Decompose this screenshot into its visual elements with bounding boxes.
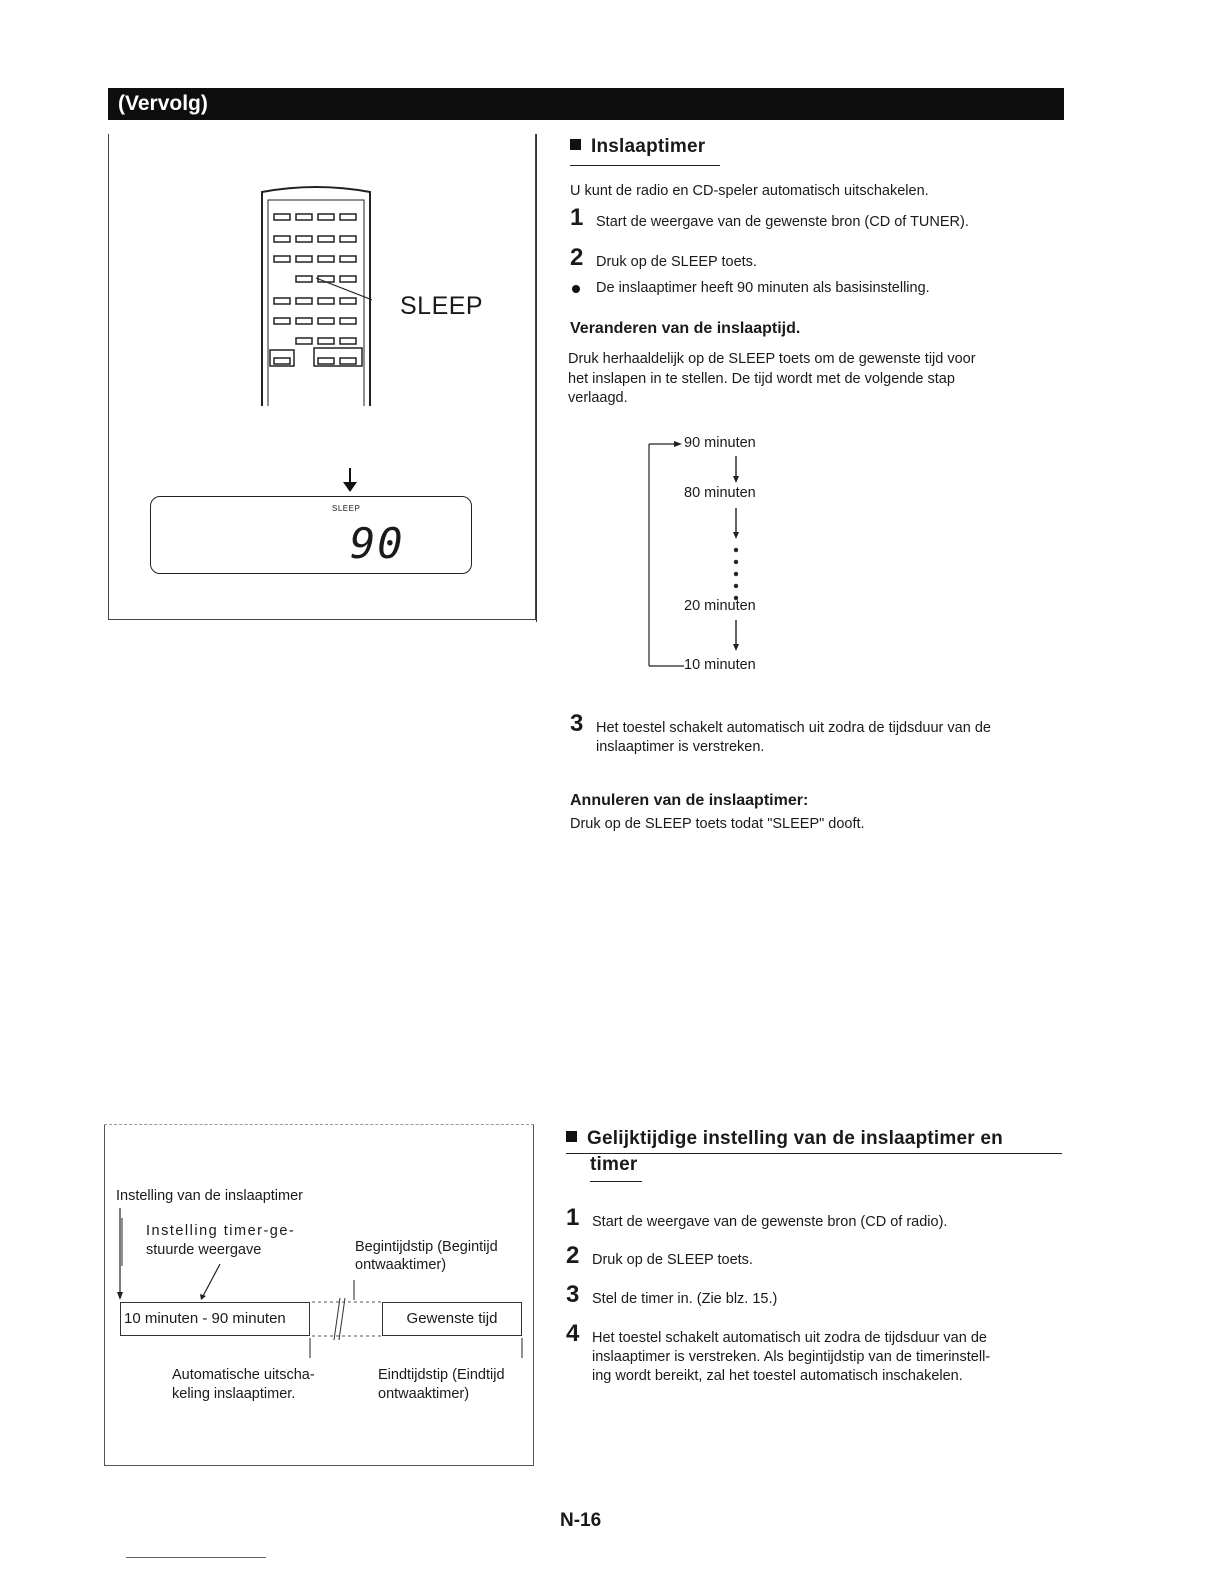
flow-step-label: 20 minuten bbox=[684, 598, 756, 614]
bullet-text: De inslaaptimer heeft 90 minuten als basisinstelling. bbox=[596, 280, 930, 296]
step-number: 4 bbox=[566, 1320, 580, 1347]
page-number: N-16 bbox=[560, 1510, 602, 1531]
down-arrow-icon bbox=[340, 468, 360, 494]
step-text: Druk op de SLEEP toets. bbox=[592, 1252, 753, 1268]
diagram-top-border bbox=[104, 1124, 534, 1125]
flow-step-label: 80 minuten bbox=[684, 485, 756, 501]
flow-step-label: 10 minuten bbox=[684, 657, 756, 673]
step-text: Start de weergave van de gewenste bron (CD of TUNER). bbox=[596, 214, 969, 230]
section-title-text: Gelijktijdige instelling van de inslaaptimer en bbox=[587, 1128, 1003, 1149]
change-text-line: Druk herhaaldelijk op de SLEEP toets om de gewenste tijd voor bbox=[568, 351, 976, 367]
change-text-line: verlaagd. bbox=[568, 390, 628, 406]
step-number: 1 bbox=[570, 204, 584, 231]
step-text: Start de weergave van de gewenste bron (CD of radio). bbox=[592, 1214, 948, 1230]
label-timer-setting: stuurde weergave bbox=[146, 1242, 262, 1258]
remote-control-illustration bbox=[260, 184, 372, 406]
sleep-button-callout: SLEEP bbox=[400, 292, 484, 320]
subheading-change-time: Veranderen van de inslaaptijd. bbox=[570, 320, 801, 337]
section-title-simultaneous bbox=[566, 1128, 1003, 1150]
lcd-display bbox=[150, 496, 472, 574]
column-divider bbox=[536, 134, 537, 622]
header-bar bbox=[108, 88, 1064, 120]
label-auto-off: Automatische uitscha- bbox=[172, 1367, 315, 1383]
bullet-square-icon bbox=[566, 1131, 577, 1142]
lcd-digits: 90 bbox=[350, 519, 405, 568]
flow-step-label: 90 minuten bbox=[684, 435, 756, 451]
wanted-time-box: Gewenste tijd bbox=[382, 1302, 522, 1336]
timer-diagram-lines bbox=[104, 1200, 534, 1370]
intro-text: U kunt de radio en CD-speler automatisch uitschakelen. bbox=[570, 183, 929, 199]
label-end-time: ontwaaktimer) bbox=[378, 1386, 470, 1402]
page-header-title: (Vervolg) bbox=[118, 92, 208, 115]
section-title-inslaaptimer bbox=[570, 136, 705, 158]
step-text: inslaaptimer is verstreken. Als begintijdstip van de timerinstell- bbox=[592, 1349, 991, 1365]
change-text-line: het inslapen in te stellen. De tijd wordt met de volgende stap bbox=[568, 371, 955, 387]
label-auto-off: keling inslaaptimer. bbox=[172, 1386, 296, 1402]
label-start-time: Begintijdstip (Begintijd bbox=[355, 1239, 498, 1255]
footer-line bbox=[126, 1557, 266, 1558]
step-text: Het toestel schakelt automatisch uit zodra de tijdsduur van de bbox=[592, 1330, 987, 1346]
step-text: Het toestel schakelt automatisch uit zodra de tijdsduur van de bbox=[596, 720, 991, 736]
step-text: Druk op de SLEEP toets. bbox=[596, 254, 757, 270]
label-end-time: Eindtijdstip (Eindtijd bbox=[378, 1367, 505, 1383]
section-title-text: Inslaaptimer bbox=[591, 136, 706, 157]
title-underline bbox=[590, 1181, 642, 1182]
label-start-time: ontwaaktimer) bbox=[355, 1257, 447, 1273]
subheading-cancel: Annuleren van de inslaaptimer: bbox=[570, 792, 809, 809]
lcd-sleep-indicator: SLEEP bbox=[332, 504, 361, 513]
label-sleep-setting: Instelling van de inslaaptimer bbox=[116, 1188, 303, 1204]
step-text: ing wordt bereikt, zal het toestel automatisch inschakelen. bbox=[592, 1368, 963, 1384]
sleep-time-flow-diagram bbox=[640, 436, 780, 676]
step-number: 3 bbox=[570, 710, 584, 737]
bullet-square-icon bbox=[570, 139, 581, 150]
cancel-text: Druk op de SLEEP toets todat "SLEEP" dooft. bbox=[570, 816, 865, 832]
step-number: 3 bbox=[566, 1281, 580, 1308]
step-number: 2 bbox=[570, 244, 584, 271]
step-number: 1 bbox=[566, 1204, 580, 1231]
step-text: inslaaptimer is verstreken. bbox=[596, 739, 765, 755]
label-timer-setting: Instelling timer-ge- bbox=[146, 1223, 296, 1239]
step-number: 2 bbox=[566, 1242, 580, 1269]
sleep-range-box: 10 minuten - 90 minuten bbox=[120, 1302, 310, 1336]
step-text: Stel de timer in. (Zie blz. 15.) bbox=[592, 1291, 778, 1307]
bullet-dot-icon bbox=[572, 285, 580, 293]
title-underline bbox=[570, 165, 720, 166]
section-title-text-line2: timer bbox=[590, 1154, 638, 1175]
title-underline bbox=[566, 1153, 1062, 1154]
